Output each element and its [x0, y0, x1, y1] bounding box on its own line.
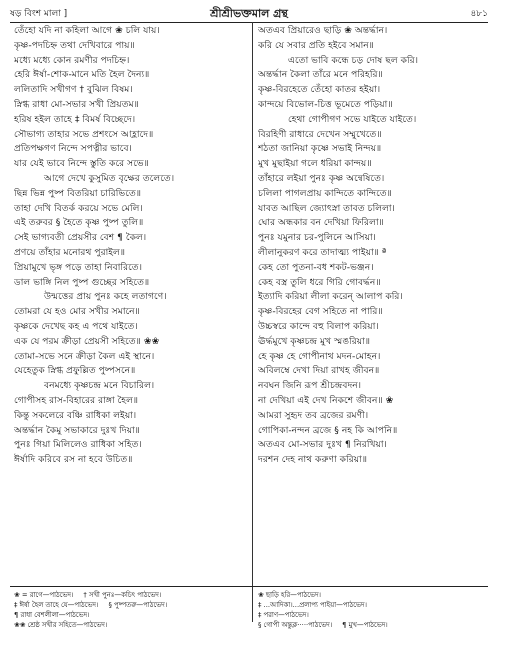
- footnote-entry: ‡ ...আদিকা।...প্রলাপ্য পাইয়া—পাঠভেদ।: [258, 601, 367, 609]
- verse-line: হরিষ হইল তাহে ‡ বিমর্ষ বিচ্ছেদে।: [14, 113, 136, 125]
- verse-line: গোপিকা-নন্দন ব্রজে § নহ কি আপনি॥: [258, 424, 398, 436]
- verse-line: বিরহিণী রাধারে দেখেন সম্মুখেতে॥: [258, 128, 382, 140]
- footnote-line: [258, 610, 494, 620]
- verse-line: না দেখিয়া এই দেখ নিকশে জীবন॥ ❀: [258, 394, 394, 406]
- verse-line: লীলানুকরণ করে তাদাত্ম্য পাইয়া॥ ª: [258, 246, 387, 258]
- verse-line: নবঘন জিনি রূপ শ্রীচন্দ্রবদন।: [258, 380, 362, 392]
- verse-line: এই তরুবর § হৈতে কৃষ্ণ পুষ্প তুলি॥: [14, 217, 144, 229]
- verse-line: অতএব প্রিয়ারেও ছাড়ি ❀ অন্তর্দ্ধান।: [258, 25, 388, 36]
- verse-line: প্রিয়ামুখে ভৃঙ্গ পড়ে তাহা নিবারিতে।: [14, 261, 142, 273]
- verse-line: সৌভাগ্য তাহার সভে প্রশংসে আহ্লাদে॥: [14, 128, 154, 140]
- footnote-entry: ❀❀ শ্রেষ্ঠ সখীর সহিতে—পাঠভেদ।: [14, 621, 108, 629]
- footnote-entry: § গোপী অন্তুক্ল·····পাঠভেদ।: [258, 621, 333, 629]
- verse-line: ললিতাদি সখীগণ † বুঝিল বিষম।: [14, 84, 133, 96]
- footnote-line: [14, 590, 250, 600]
- verse-line: গোপীসহ রাস-বিহারের রাঙ্গা হৈল॥: [14, 394, 139, 406]
- footnote-entry: ¶ রাধা বেশলীলা—পাঠভেদ।: [14, 611, 90, 619]
- left-text-column: [14, 24, 250, 468]
- verse-line: ডাল ভাঙ্গি নিল পুষ্প গুচ্ছের সহিতে॥: [14, 276, 150, 288]
- verse-line: যেহেতুক স্নিগ্ধ প্রফুল্লিত পুষ্পসনে॥: [14, 365, 136, 377]
- footnote-line: [258, 590, 494, 600]
- verse-line: ছিন্ন ভিন্ন পুষ্প বিতরিয়া চারিভিতে॥: [14, 187, 142, 199]
- verse-line: অন্তর্দ্ধান কৈমু সভাকারে দুঃখ দিয়া॥: [14, 424, 141, 436]
- page-header: [10, 6, 488, 22]
- verse-line: তাহা দেখি বিতর্ক করয়ে সভে মেলি।: [14, 202, 143, 214]
- footnotes-right: [258, 590, 494, 630]
- verse-line: মধ্যে মধ্যে কোন রমণীর পদচিহ্ন।: [14, 54, 130, 66]
- verse-line: হে কৃষ্ণ হে গোপীনাথ মদন-মোহন।: [258, 350, 381, 362]
- verse-line: কান্দয়ে বিভোল-চিত্ত ভূমেতে পড়িয়া॥: [258, 98, 393, 110]
- verse-line: বনমধ্যে কৃষ্ণচন্দ্র মনে বিচারিল।: [44, 380, 155, 392]
- verse-line: তোমরা যে হও মোর সখীর সমানে॥: [14, 306, 140, 318]
- footnote-line: [14, 610, 250, 620]
- verse-line: উন্মত্তের প্রায় পুনঃ কহে লতাগণে।: [44, 291, 167, 303]
- verse-line: যাবত আছিল জ্যোৎস্না তাবত চলিলা।: [258, 202, 395, 214]
- verse-line: হেথা গোপীগণ সভে যাইতে যাইতে।: [288, 113, 417, 125]
- verse-line: আমরা সুহৃদ তব ব্রজের রমণী।: [258, 409, 369, 421]
- verse-line: তাঁহারে লইয়া পুনঃ কৃষ্ণ অন্বেষিতে।: [258, 172, 385, 184]
- verse-line: অতএব মো-সভার দুঃখ ¶ নিরখিয়া।: [258, 439, 387, 451]
- verse-line: ঊর্দ্ধমুখে কৃষ্ণচন্দ্র মুখ স্মঙরিয়া॥: [258, 335, 371, 347]
- verse-line: করি যে সবার প্রতি হইবে সমান॥: [258, 39, 374, 51]
- verse-line: চলিলা পাগলপ্রায় কান্দিতে কান্দিতে॥: [258, 187, 392, 199]
- verse-line: তেঁহো যদি না কহিলা আগে ❀ চলি যায়।: [14, 25, 160, 36]
- verse-line: এক যে পরম ক্রীড়া প্রেয়সী সহিতে॥ ❀❀: [14, 335, 160, 347]
- footnotes-left: [14, 590, 250, 630]
- footnote-line: [14, 600, 250, 610]
- verse-line: ইত্যাদি করিয়া লীলা করেন্ আলাপ করি।: [258, 291, 403, 303]
- header-rule: [10, 22, 488, 23]
- verse-line: প্রণয়ে তাঁহার মনোরথ পুরাইল॥: [14, 246, 126, 258]
- verse-line: অবিলম্বে দেখা দিয়া রাখহ জীবন॥: [258, 365, 380, 377]
- verse-line: কৃষ্ণ-পদচিহ্ন তথা দেখিবারে পায়॥: [14, 39, 135, 51]
- verse-line: কৃষ্ণ-বিরহেতে তেঁহো কাতর হইয়া।: [258, 84, 381, 96]
- footnote-line: [258, 620, 494, 630]
- verse-line: পুনঃ যমুনার চর-পুলিনে আসিয়া।: [258, 232, 376, 244]
- verse-line: উচ্চস্বরে কান্দে বহু বিলাপ করিয়া।: [258, 320, 379, 332]
- verse-line: ঈর্ষাদি করিবে রস না হবে উচিত॥: [14, 454, 133, 466]
- verse-line: ঘোর অন্ধকার বন দেখিয়া ফিরিলা॥: [258, 217, 384, 229]
- footnote-entry: § পুষ্পতরু—পাঠভেদ।: [108, 601, 168, 609]
- verse-line: দরশন দেহ নাথ করুণা করিয়া॥: [258, 454, 368, 466]
- verse-line: শঠতা জানিয়া কৃষ্ণে সভাই নিন্দয়॥: [258, 143, 382, 155]
- footnote-rule: [10, 586, 488, 587]
- verse-line: কিন্তু সকলেরে বঞ্চি রাধিকা লইয়া।: [14, 409, 137, 421]
- page-number: ৪৮১: [470, 9, 488, 19]
- verse-line: পুনঃ গিয়া মিলিলেও রাধিকা সহিত।: [14, 439, 142, 451]
- verse-line: কেহ তো পুতনা-বধ শকট-ভঞ্জন।: [258, 261, 374, 273]
- verse-line: যার যেই ভাবে নিন্দে স্তুতি করে সভে॥: [14, 158, 149, 170]
- footnote-entry: ¶ মুখ—পাঠভেদ।: [342, 621, 388, 629]
- chapter-label: ষড় বিংশ মালা ]: [10, 9, 68, 19]
- verse-line: হেরি ঈর্ষা-শোক-মানে মতি হৈল দৈন্য॥: [14, 69, 150, 81]
- verse-line: সেই ভাগ্যবতী প্রেয়সীর বেশ ¶ কৈল।: [14, 232, 147, 244]
- verse-line: মুখ মুছাইয়া গলে ধরিয়া কান্দয়॥: [258, 158, 372, 170]
- verse-line: তোমা-সভে সনে ক্রীড়া কৈল এই স্থানে।: [14, 350, 155, 362]
- column-divider: [252, 22, 253, 622]
- verse-line: কৃষ্ণ-বিরহের বেগ সহিতে না পারি॥: [258, 306, 383, 318]
- verse-line: আগে দেখে কুসুমিত বৃক্ষের তলেতে।: [44, 172, 175, 184]
- footnote-entry: ‡ ঈর্ষা হৈল তাহে যে—পাঠভেদ।: [14, 601, 99, 609]
- verse-line: এতো ভাবি কন্ধে চড় দোষ ছল করি।: [288, 54, 419, 66]
- verse-line: অন্তর্দ্ধান কৈলা তাঁরে মনে পরিহরি॥: [258, 69, 383, 81]
- verse-line: প্রতিপক্ষগণ নিন্দে সপত্নীর ভাবে।: [14, 143, 132, 155]
- footnote-line: [14, 620, 250, 630]
- footnote-entry: † সখী পুনঃ—কচিৎ পাঠভেদ।: [83, 591, 162, 599]
- book-title: শ্রীশ্রীভক্তমাল গ্রন্থ: [210, 7, 288, 20]
- verse-line: কৃষ্ণকে দেখেছ কহ এ পথে যাইতে।: [14, 320, 138, 332]
- footnote-entry: ❀ ছাড়ি হরি—পাঠভেদ।: [258, 591, 321, 599]
- footnote-entry: ❀ = রাগে—পাঠভেদ।: [14, 591, 74, 599]
- footnote-line: [258, 600, 494, 610]
- footnote-entry: ‡ পরাণ—পাঠভেদ।: [258, 611, 309, 619]
- verse-line: কেহ বস্ত্র তুলি ধরে গিরি গোবর্দ্ধন॥: [258, 276, 381, 288]
- right-text-column: [258, 24, 494, 468]
- verse-line: স্নিগ্ধ রাধা মো-সভার সখী প্রিয়তম॥: [14, 98, 139, 110]
